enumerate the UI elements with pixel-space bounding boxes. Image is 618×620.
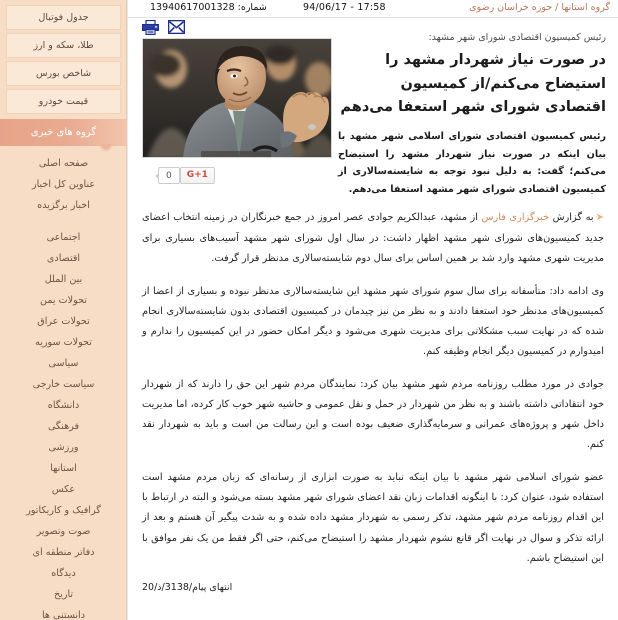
sidebar-item-history[interactable]: تاریخ xyxy=(53,589,74,600)
article-kicker: رئیس کمیسیون اقتصادی شورای شهر مشهد: xyxy=(428,32,606,43)
sidebar-item-iraq[interactable]: تحولات عراق xyxy=(37,316,90,327)
sidebar-item-political[interactable]: سیاسی xyxy=(48,358,79,369)
google-plus-widget xyxy=(154,167,215,184)
article-lead: رئیس کمیسیون اقتصادی شورای اسلامی شهر مشهد با بیان اینکه در صورت نیاز شهردار مشهد را استیضاح می‌کنم؛ گفت: به دلیل نبود توجه به شایسته‌سالاری از کمیسیون اقتصادی شورای شهر مشهد استعفا می‌دهم. xyxy=(338,131,606,196)
sidebar-item-economic[interactable]: اقتصادی xyxy=(46,253,81,264)
sidebar-item-gold-coin-currency[interactable]: طلا، سکه و ارز xyxy=(6,33,121,58)
article-meta-bar xyxy=(128,0,618,17)
printer-icon[interactable] xyxy=(142,20,159,35)
sidebar-item-knowledge[interactable]: دانستنی ها xyxy=(42,610,85,620)
sidebar-item-social[interactable]: اجتماعی xyxy=(46,232,81,243)
article-code-label: شماره: xyxy=(237,2,267,13)
sidebar-item-foreign-policy[interactable]: سیاست خارجی xyxy=(32,379,95,390)
article-code xyxy=(150,2,267,13)
sidebar-item-photo[interactable]: عکس xyxy=(51,484,76,495)
sidebar xyxy=(0,0,128,620)
gplus-count[interactable]: 0 xyxy=(158,167,180,184)
paragraph-1-prefix: به گزارش xyxy=(549,212,594,223)
article-photo xyxy=(142,38,332,158)
page-title: در صورت نیاز شهردار مشهد را استیضاح می‌کنم/از کمیسیون اقتصادی شورای شهر استعفا می‌دهم xyxy=(340,52,606,116)
sidebar-item-provinces[interactable]: استانها xyxy=(50,463,77,474)
article-paragraph-2: وی ادامه داد: متأسفانه برای سال سوم شورای شهر مشهد این شایسته‌سالاری مدنظر نبوده و بسیاری از اعضا از کمیسیون‌های مدنظر خود استعفا دادند و به نظر من نیز چیدمان در کمیسیون اقتصادی بدون شایسته‌سالاری انجام شده که در نهایت سبب مشکلاتی برای مدیریت شهری می‌شود و دیگر امکان حضور در این کمیسیون را ندارم و امیدوارم در کمیسیون دیگر انجام وظیفه کنم. xyxy=(142,285,604,357)
paragraph-1-suffix: از مشهد، عبدالکریم جوادی عصر امروز در جمع خبرنگاران در زمینه انتخاب اعضای جدید کمیسیون‌های شورای شهر مشهد اظهار داشت: در سال اول شورای شهر مشهد آسیب‌های بسیاری برای مدیریت شهری مشهد وارد شد بر همین اساس برای سال دوم شایسته‌سالاری مدنظر قرار گرفت. xyxy=(142,212,604,264)
sidebar-item-selected-news[interactable]: اخبار برگزیده xyxy=(37,200,90,211)
article-code-value: 13940617001328 xyxy=(150,2,235,13)
sidebar-item-regional-offices[interactable]: دفاتر منطقه ای xyxy=(32,547,95,558)
sidebar-item-viewpoint[interactable]: دیدگاه xyxy=(51,568,76,579)
article-paragraph-1 xyxy=(142,208,604,269)
sidebar-item-international[interactable]: بین الملل xyxy=(44,274,83,285)
sidebar-item-university[interactable]: دانشگاه xyxy=(47,400,80,411)
source-link[interactable]: خبرگزاری فارس xyxy=(481,212,550,223)
sidebar-item-sports[interactable]: ورزشی xyxy=(48,442,79,453)
sidebar-item-car-price[interactable]: قیمت خودرو xyxy=(6,89,121,114)
article-title-block xyxy=(338,32,606,120)
sidebar-item-graphic-caricature[interactable]: گرافیک و کاریکاتور xyxy=(26,505,101,516)
news-service-label[interactable]: گروه استانها / حوزه خراسان رضوی xyxy=(469,2,610,13)
gplus-one-button[interactable]: G+1 xyxy=(180,167,215,184)
sidebar-item-yemen[interactable]: تحولات یمن xyxy=(40,295,87,306)
sidebar-item-stock-index[interactable]: شاخص بورس xyxy=(6,61,121,86)
sidebar-links xyxy=(0,153,127,620)
sidebar-item-audio-video[interactable]: صوت وتصویر xyxy=(36,526,91,537)
sidebar-item-cultural[interactable]: فرهنگی xyxy=(47,421,80,432)
envelope-icon[interactable] xyxy=(168,20,185,35)
article-paragraph-3: جوادی در مورد مطلب روزنامه مردم شهر مشهد بیان کرد: نمایندگان مردم شهر این حق را دارند که از شهردار خود انتقاداتی داشته باشند و به نظر من شهردار در حمل و نقل عمومی و حاشیه شهر خوب کار کرده، اما مدیریت داخل شهر و پروژه‌های عمرانی و سرمایه‌گذاری ضعیف بوده است و این رسالت من است و باید به شهردار نقد کنم. xyxy=(142,378,604,451)
header-divider xyxy=(128,17,618,18)
article-endnote: انتهای پیام/3138/ذ/20 xyxy=(142,581,233,593)
sidebar-item-football-table[interactable]: جدول فوتبال xyxy=(6,5,121,30)
publish-datetime: 94/06/17 - 17:58 xyxy=(303,2,386,13)
sidebar-divider-gap xyxy=(0,216,127,227)
bullet-arrow-icon: ➤ xyxy=(595,212,604,223)
article-body xyxy=(142,208,604,593)
sidebar-item-syria[interactable]: تحولات سوریه xyxy=(35,337,92,348)
article-column xyxy=(128,0,618,620)
sidebar-item-home[interactable]: صفحه اصلی xyxy=(38,158,89,169)
sidebar-item-all-headlines[interactable]: عناوین کل اخبار xyxy=(31,179,96,190)
sidebar-item-news-groups[interactable]: گروه های خبری xyxy=(0,119,127,146)
article-paragraph-4: عضو شورای اسلامی شهر مشهد با بیان اینکه نباید به صورت ابزاری از رسانه‌ای که زبان مردم مشهد است استفاده شود، عنوان کرد: با اینگونه اقدامات زبان نقد اعضای شورای شهر مشهد بسته می‌شود و البته در ارتباط با این اقدام روزنامه مردم شهر مشهد، تذکر رسمی به شهردار مشهد داده شده و به شدت پیگیر آن هستم و بعد از ارائه تذکر و سوال در نهایت اگر قانع نشوم شهردار مشهد را استیضاح می‌کنم، حتی اگر فقط من یک نفر موافق با این استیضاح باشم. xyxy=(142,472,604,564)
article-tools xyxy=(142,20,185,35)
